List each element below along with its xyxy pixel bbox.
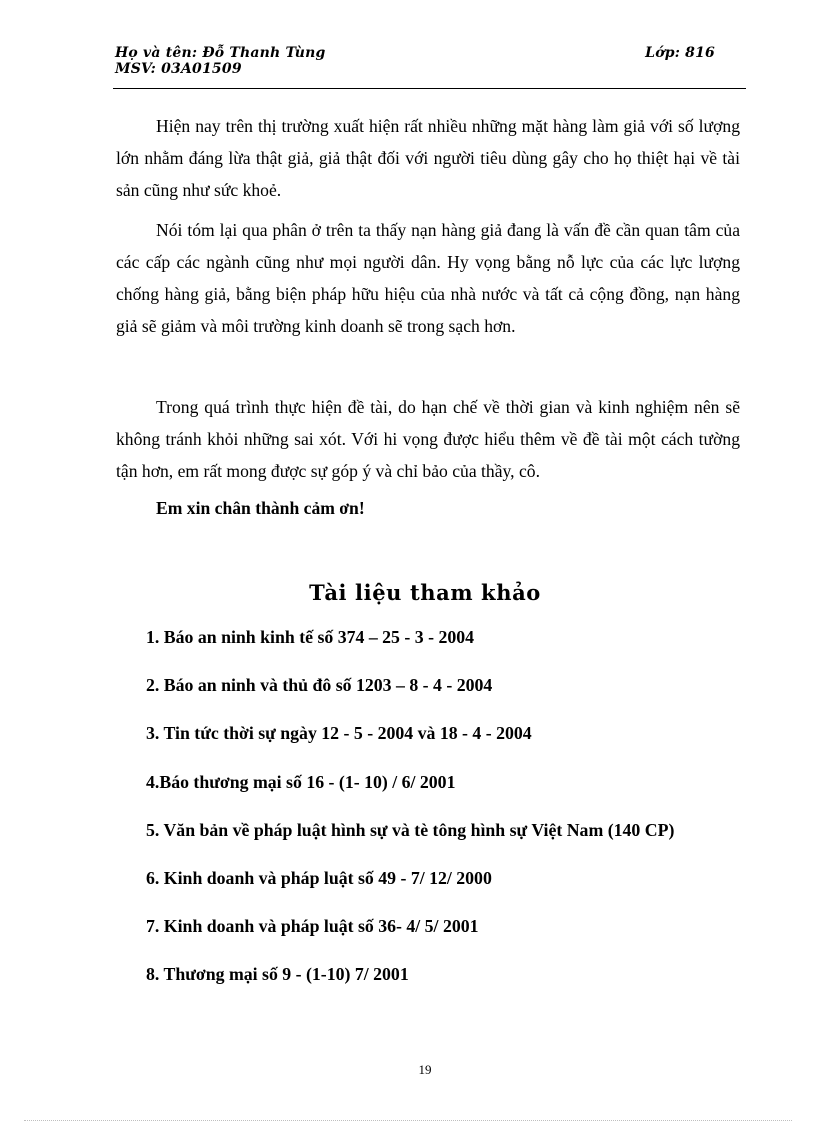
student-name: Họ và tên: Đỗ Thanh Tùng [115,45,326,61]
student-id: MSV: 03A01509 [115,61,242,77]
references-title: Tài liệu tham khảo [309,580,541,605]
body-paragraph-1: Hiện nay trên thị trường xuất hiện rất nhiều những mặt hàng làm giả với số lượng lớn nhằm đáng lừa thật giả, giả thật đối với người tiêu dùng gây cho họ thiệt hại về tài sản cũng như sức khoẻ. [116,116,740,200]
closing-thanks: Em xin chân thành cảm ơn! [156,498,365,518]
page-bottom-border [24,1120,792,1121]
page-number: 19 [418,1062,432,1077]
reference-item: 2. Báo an ninh và thủ đô số 1203 – 8 - 4 - 2004 [146,675,493,696]
header-divider [113,88,746,89]
reference-item: 8. Thương mại số 9 - (1-10) 7/ 2001 [146,964,409,985]
references-list [146,622,766,1008]
reference-item: 5. Văn bản về pháp luật hình sự và tè tông hình sự Việt Nam (140 CP) [146,819,675,840]
reference-item: 7. Kinh doanh và pháp luật số 36- 4/ 5/ 2001 [146,916,479,937]
reference-item: 3. Tin tức thời sự ngày 12 - 5 - 2004 và 18 - 4 - 2004 [146,723,532,744]
reference-item: 1. Báo an ninh kinh tế số 374 – 25 - 3 - 2004 [146,627,475,647]
page-header [115,45,745,89]
body-paragraph-3: Trong quá trình thực hiện đề tài, do hạn chế về thời gian và kinh nghiệm nên sẽ không tránh khỏi những sai xót. Với hi vọng được hiểu thêm về đề tài một cách tường tận hơn, em rất mong được sự góp ý và chỉ bảo của thầy, cô. [116,397,740,481]
student-class: Lớp: 816 [645,45,715,61]
reference-item: 4.Báo thương mại số 16 - (1- 10) / 6/ 2001 [146,771,456,792]
reference-item: 6. Kinh doanh và pháp luật số 49 - 7/ 12/ 2000 [146,867,492,888]
body-paragraph-2: Nói tóm lại qua phân ở trên ta thấy nạn hàng giả đang là vấn đề cần quan tâm của các cấp các ngành cũng như mọi người dân. Hy vọng bằng nỗ lực của các lực lượng chống hàng giả, bằng biện pháp hữu hiệu của nhà nước và tất cả cộng đồng, nạn hàng giả sẽ giảm và môi trường kinh doanh sẽ trong sạch hơn. [116,220,740,336]
